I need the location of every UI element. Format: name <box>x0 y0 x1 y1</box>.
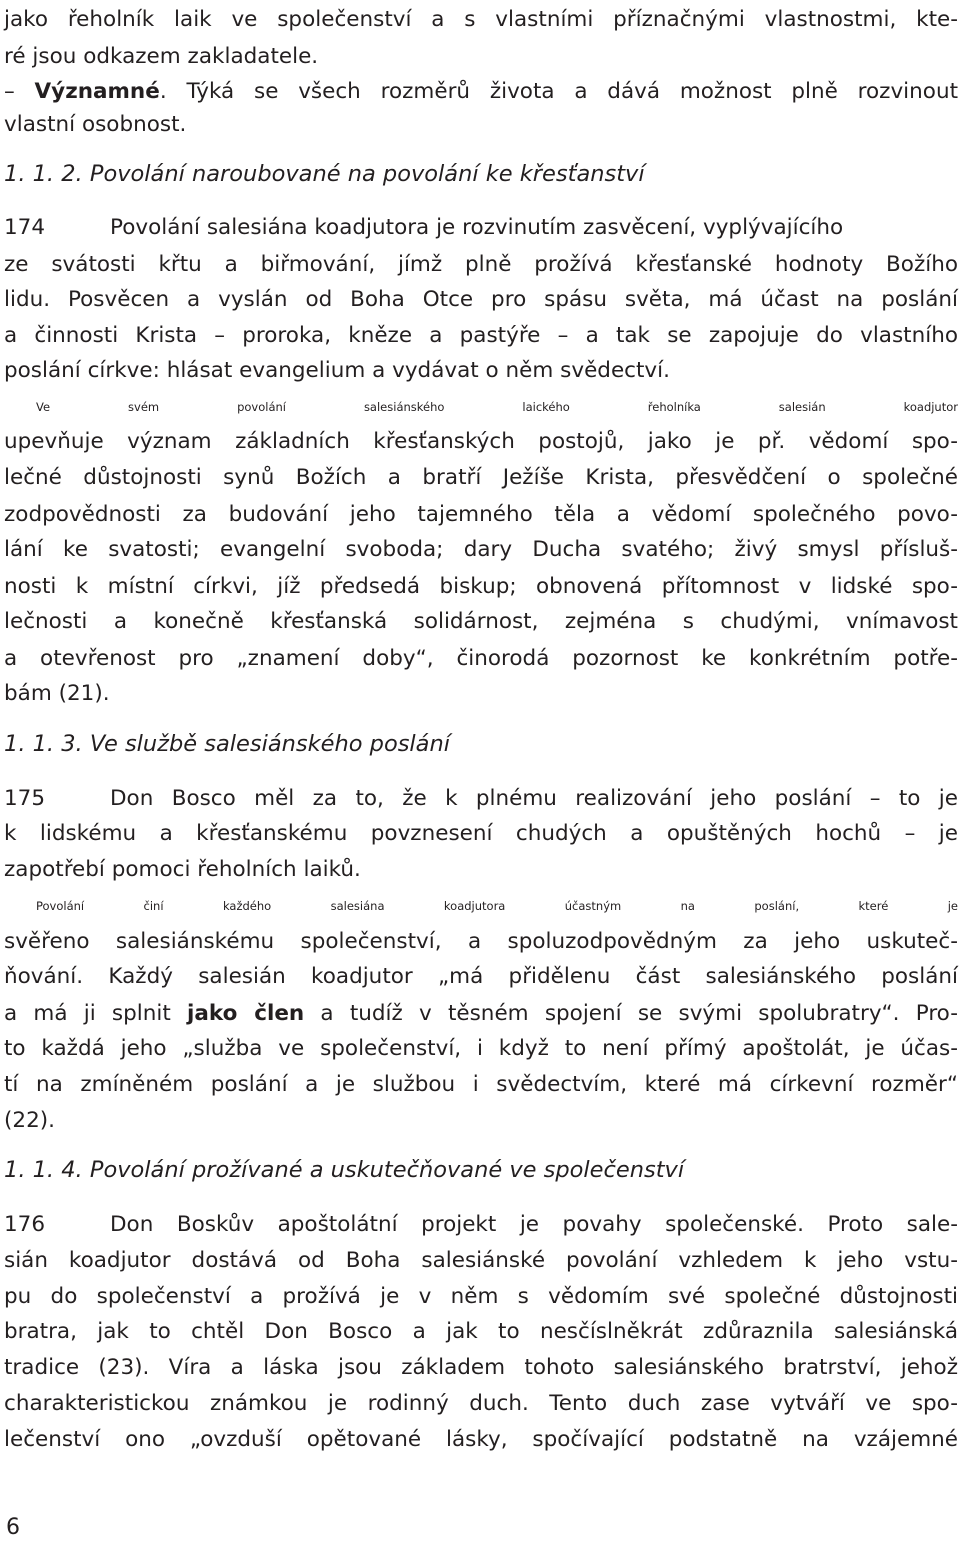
text-line: charakteristickou známkou je rodinný duch. Tento duch zase vytváří ve spo- <box>4 1391 958 1416</box>
text-line: poslání církve: hlásat evangelium a vydávat o něm svědectví. <box>4 358 670 383</box>
document-page <box>4 0 958 1546</box>
section-heading: 1. 1. 4. Povolání prožívané a uskutečňované ve společenství <box>4 1157 685 1183</box>
text-line: k lidskému a křesťanskému povznesení chudých a opuštěných hochů – je <box>4 821 958 846</box>
emphasis-text: Významné <box>34 79 160 104</box>
text-line: a otevřenost pro „znamení doby“, činorodá pozornost ke konkrétním potře- <box>4 646 958 671</box>
text-line: sián koadjutor dostává od Boha salesiánské povolání vzhledem k jeho vstu- <box>4 1248 958 1273</box>
text-line: nosti k místní církvi, jíž předsedá biskup; obnovená přítomnost v lidské spo- <box>4 574 958 599</box>
text-line: ňování. Každý salesián koadjutor „má přidělenu část salesiánského poslání <box>4 964 958 989</box>
text-line: svěřeno salesiánskému společenství, a spoluzodpovědným za jeho uskuteč- <box>4 929 958 954</box>
text-line: to každá jeho „služba ve společenství, i když to není přímý apoštolát, je účas- <box>4 1036 958 1061</box>
text-line: upevňuje význam základních křesťanských postojů, jako je př. vědomí spo- <box>4 429 958 454</box>
text-line: Ve svém povolání salesiánského laického řeholníka salesián koadjutor <box>36 400 958 414</box>
text-line: Povolání činí každého salesiána koadjutora účastným na poslání, které je <box>36 899 958 913</box>
text-line: tradice (23). Víra a láska jsou základem tohoto salesiánského bratrství, jehož <box>4 1355 958 1380</box>
paragraph-number: 175 <box>4 786 46 811</box>
text-line: zapotřebí pomoci řeholních laiků. <box>4 857 361 882</box>
text-line: lidu. Posvěcen a vyslán od Boha Otce pro spásu světa, má účast na poslání <box>4 287 958 312</box>
text-line: a činnosti Krista – proroka, kněze a pastýře – a tak se zapojuje do vlastního <box>4 323 958 348</box>
text-line: lání ke svatosti; evangelní svoboda; dary Ducha svatého; živý smysl přísluš- <box>4 537 958 562</box>
text-line: vlastní osobnost. <box>4 112 187 137</box>
page-number: 6 <box>6 1515 20 1540</box>
text-line: ré jsou odkazem zakladatele. <box>4 44 319 69</box>
paragraph-first-line: 176 Don Boskův apoštolátní projekt je povahy společenské. Proto sale- <box>4 1207 958 1243</box>
text-line: pu do společenství a prožívá je v něm s vědomím své společné důstojnosti <box>4 1284 958 1309</box>
section-heading: 1. 1. 2. Povolání naroubované na povolání ke křesťanství <box>4 161 645 187</box>
text-line: jako řeholník laik ve společenství a s vlastními příznačnými vlastnostmi, kte- <box>4 7 958 32</box>
text-line: lečné důstojnosti synů Božích a bratří Ježíše Krista, přesvědčení o společné <box>4 465 958 490</box>
paragraph-first-line: 175 Don Bosco měl za to, že k plnému realizování jeho poslání – to je <box>4 781 958 817</box>
text-line: tí na zmíněném poslání a je službou i svědectvím, které má církevní rozměr“ <box>4 1072 958 1097</box>
text-line: ze svátosti křtu a biřmování, jímž plně prožívá křesťanské hodnoty Božího <box>4 252 958 277</box>
emphasis-text: jako člen <box>186 1001 305 1026</box>
text-line: zodpovědnosti za budování jeho tajemného těla a vědomí společného povo- <box>4 502 958 527</box>
text-line: a má ji splnit jako člen a tudíž v těsném spojení se svými spolubratry“. Pro- <box>4 1001 958 1026</box>
paragraph-number: 176 <box>4 1212 46 1237</box>
text-line: – Významné. Týká se všech rozměrů života a dává možnost plně rozvinout <box>4 79 958 104</box>
text-line: bratra, jak to chtěl Don Bosco a jak to nesčíslněkrát zdůraznila salesiánská <box>4 1319 958 1344</box>
text-line: lečnosti a konečně křesťanská solidárnost, zejména s chudými, vnímavost <box>4 609 958 634</box>
text-line: bám (21). <box>4 681 110 706</box>
paragraph-number: 174 <box>4 215 46 240</box>
paragraph-first-line: 174 Povolání salesiána koadjutora je rozvinutím zasvěcení, vyplývajícího <box>4 210 843 246</box>
text-line: lečenství ono „ovzduší opětované lásky, spočívající podstatně na vzájemné <box>4 1427 958 1452</box>
section-heading: 1. 1. 3. Ve službě salesiánského poslání <box>4 731 450 757</box>
text-line: (22). <box>4 1108 55 1133</box>
